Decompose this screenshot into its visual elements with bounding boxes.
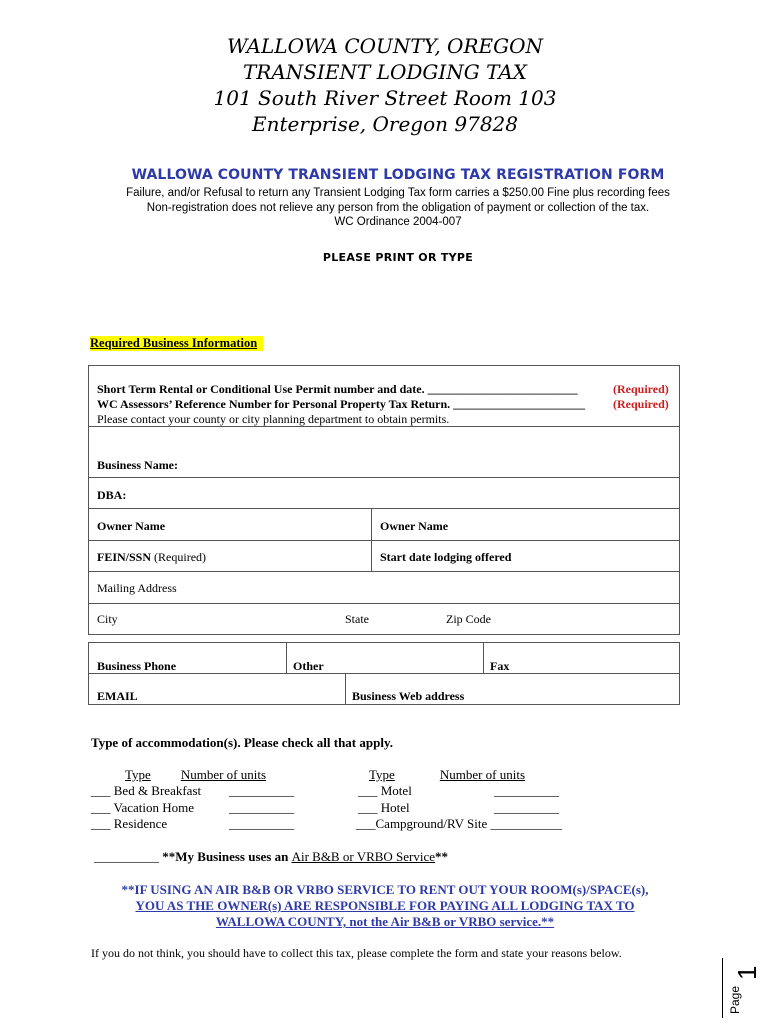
owner-name-field-2[interactable]: Owner Name <box>380 519 449 533</box>
divider <box>88 571 680 572</box>
fine-notice: Failure, and/or Refusal to return any Transient Lodging Tax form carries a $250.00 Fine plus recording fees <box>126 187 670 199</box>
zip-field[interactable]: Zip Code <box>446 612 491 626</box>
web-address-field[interactable]: Business Web address <box>352 689 465 703</box>
divider <box>88 603 680 604</box>
divider <box>483 642 484 673</box>
page-number-mark <box>722 958 762 1018</box>
form-title: WALLOWA COUNTY TRANSIENT LODGING TAX REGISTRATION FORM <box>131 167 665 183</box>
fein-label: FEIN/SSN <box>97 550 152 564</box>
airbnb-blank[interactable]: __________ <box>94 849 159 864</box>
city-field[interactable]: City <box>97 612 118 626</box>
fax-field[interactable]: Fax <box>490 659 510 673</box>
divider <box>286 642 287 673</box>
header-line-1: WALLOWA COUNTY, OREGON <box>227 34 543 58</box>
divider <box>88 477 680 478</box>
divider <box>88 508 680 509</box>
state-field[interactable]: State <box>345 612 369 626</box>
airbnb-notice-line-1: **IF USING AN AIR B&B OR VRBO SERVICE TO RENT OUT YOUR ROOM(s)/SPACE(s), <box>121 882 649 897</box>
divider <box>345 673 346 705</box>
right-column-header <box>357 767 565 783</box>
owner-name-field-1[interactable]: Owner Name <box>97 519 166 533</box>
dba-field[interactable]: DBA: <box>97 488 127 502</box>
header-line-2: TRANSIENT LODGING TAX <box>242 60 528 84</box>
mailing-address-field[interactable]: Mailing Address <box>97 581 177 595</box>
airbnb-notice-line-3: WALLOWA COUNTY, not the Air B&B or VRBO service.** <box>215 914 555 929</box>
units-header: Number of units <box>180 767 267 782</box>
checkbox-motel[interactable]: ___ Motel <box>358 783 412 798</box>
email-field[interactable]: EMAIL <box>97 689 138 703</box>
required-heading: Required Business Information <box>90 336 263 351</box>
header-line-4: Enterprise, Oregon 97828 <box>252 112 518 136</box>
checkbox-residence[interactable]: ___ Residence <box>91 816 168 831</box>
units-bed-breakfast[interactable]: __________ <box>229 783 294 798</box>
accommodation-heading: Type of accommodation(s). Please check all that apply. <box>91 735 393 750</box>
exemption-note: If you do not think, you should have to collect this tax, please complete the form and state your reasons below. <box>91 946 622 960</box>
checkbox-hotel[interactable]: ___ Hotel <box>358 800 410 815</box>
permit-number-label: Short Term Rental or Conditional Use Permit number and date. _________________________ <box>97 382 578 396</box>
county-header <box>0 33 770 137</box>
units-header: Number of units <box>439 767 526 782</box>
checkbox-bed-breakfast[interactable]: ___ Bed & Breakfast <box>91 783 202 798</box>
type-header: Type <box>125 767 151 782</box>
checkbox-campground[interactable]: ___Campground/RV Site ___________ <box>356 816 563 831</box>
assessor-ref-label: WC Assessors’ Reference Number for Personal Property Tax Return. ______________________ <box>97 397 586 411</box>
airbnb-service-text: Air B&B or VRBO Service <box>291 849 436 864</box>
assessor-required-tag: (Required) <box>613 397 669 411</box>
divider <box>371 508 372 571</box>
page-rule <box>722 958 723 1018</box>
print-instruction: PLEASE PRINT OR TYPE <box>322 251 474 264</box>
type-header: Type <box>369 767 395 782</box>
start-date-field[interactable]: Start date lodging offered <box>380 550 512 564</box>
fein-field[interactable] <box>97 550 206 565</box>
page-label: Page <box>728 985 742 1014</box>
airbnb-notice-line-2: YOU AS THE OWNER(s) ARE RESPONSIBLE FOR PAYING ALL LODGING TAX TO <box>135 898 635 913</box>
page-number: 1 <box>732 965 762 980</box>
divider <box>88 540 680 541</box>
business-phone-field[interactable]: Business Phone <box>97 659 177 673</box>
other-phone-field[interactable]: Other <box>293 659 324 673</box>
business-name-field[interactable]: Business Name: <box>97 458 179 472</box>
units-residence[interactable]: __________ <box>229 816 294 831</box>
units-vacation-home[interactable]: __________ <box>229 800 294 815</box>
obligation-notice: Non-registration does not relieve any person from the obligation of payment or collection of the tax. <box>146 202 650 214</box>
fein-required-tag: (Required) <box>151 550 207 564</box>
divider <box>88 673 680 674</box>
checkbox-vacation-home[interactable]: ___ Vacation Home <box>91 800 195 815</box>
units-hotel[interactable]: __________ <box>494 800 559 815</box>
permit-contact-note: Please contact your county or city planning department to obtain permits. <box>97 412 450 426</box>
left-column-header <box>91 767 303 783</box>
ordinance-ref: WC Ordinance 2004-007 <box>334 216 462 228</box>
header-line-3: 101 South River Street Room 103 <box>213 86 557 110</box>
airbnb-line: __________ **My Business uses an Air B&B or VRBO Service** <box>94 849 449 864</box>
permit-required-tag: (Required) <box>613 382 669 396</box>
units-motel[interactable]: __________ <box>494 783 559 798</box>
